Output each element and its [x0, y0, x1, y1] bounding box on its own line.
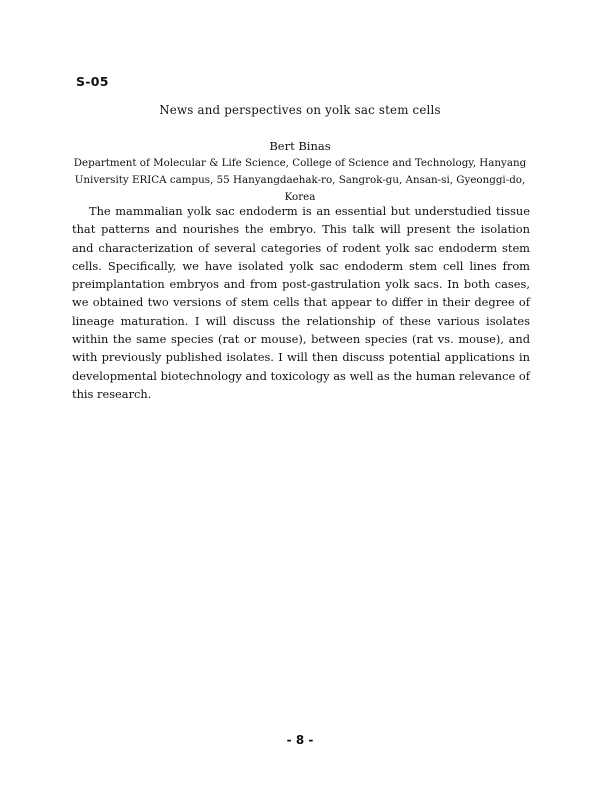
abstract-title: News and perspectives on yolk sac stem cells — [159, 103, 441, 117]
page-number: - 8 - — [286, 733, 314, 747]
author-name: Bert Binas — [269, 139, 331, 153]
session-code: S-05 — [76, 74, 109, 89]
affiliation-line-1: Department of Molecular & Life Science, College of Science and Technology, Hanyang — [73, 157, 527, 169]
author-affiliation — [60, 155, 540, 206]
abstract-body: The mammalian yolk sac endoderm is an essential but understudied tissue that patterns and nourishes the embryo. This talk will present the isolation and characterization of several categories of rodent yolk sac endoderm stem cells. Specifically, we have isolated yolk sac endoderm stem cell lines from preimplantation embryos and from post-gastrulation yolk sacs. In both cases, we obtained two versions of stem cells that appear to differ in their degree of lineage maturation. I will discuss the relationship of these various isolates within the same species (rat or mouse), between species (rat vs. mouse), and with previously published isolates. I will then discuss potential applications in developmental biotechnology and toxicology as well as the human relevance of this research. — [72, 204, 530, 401]
affiliation-line-2: University ERICA campus, 55 Hanyangdaehak-ro, Sangrok-gu, Ansan-si, Gyeonggi-do, Korea — [74, 174, 526, 203]
